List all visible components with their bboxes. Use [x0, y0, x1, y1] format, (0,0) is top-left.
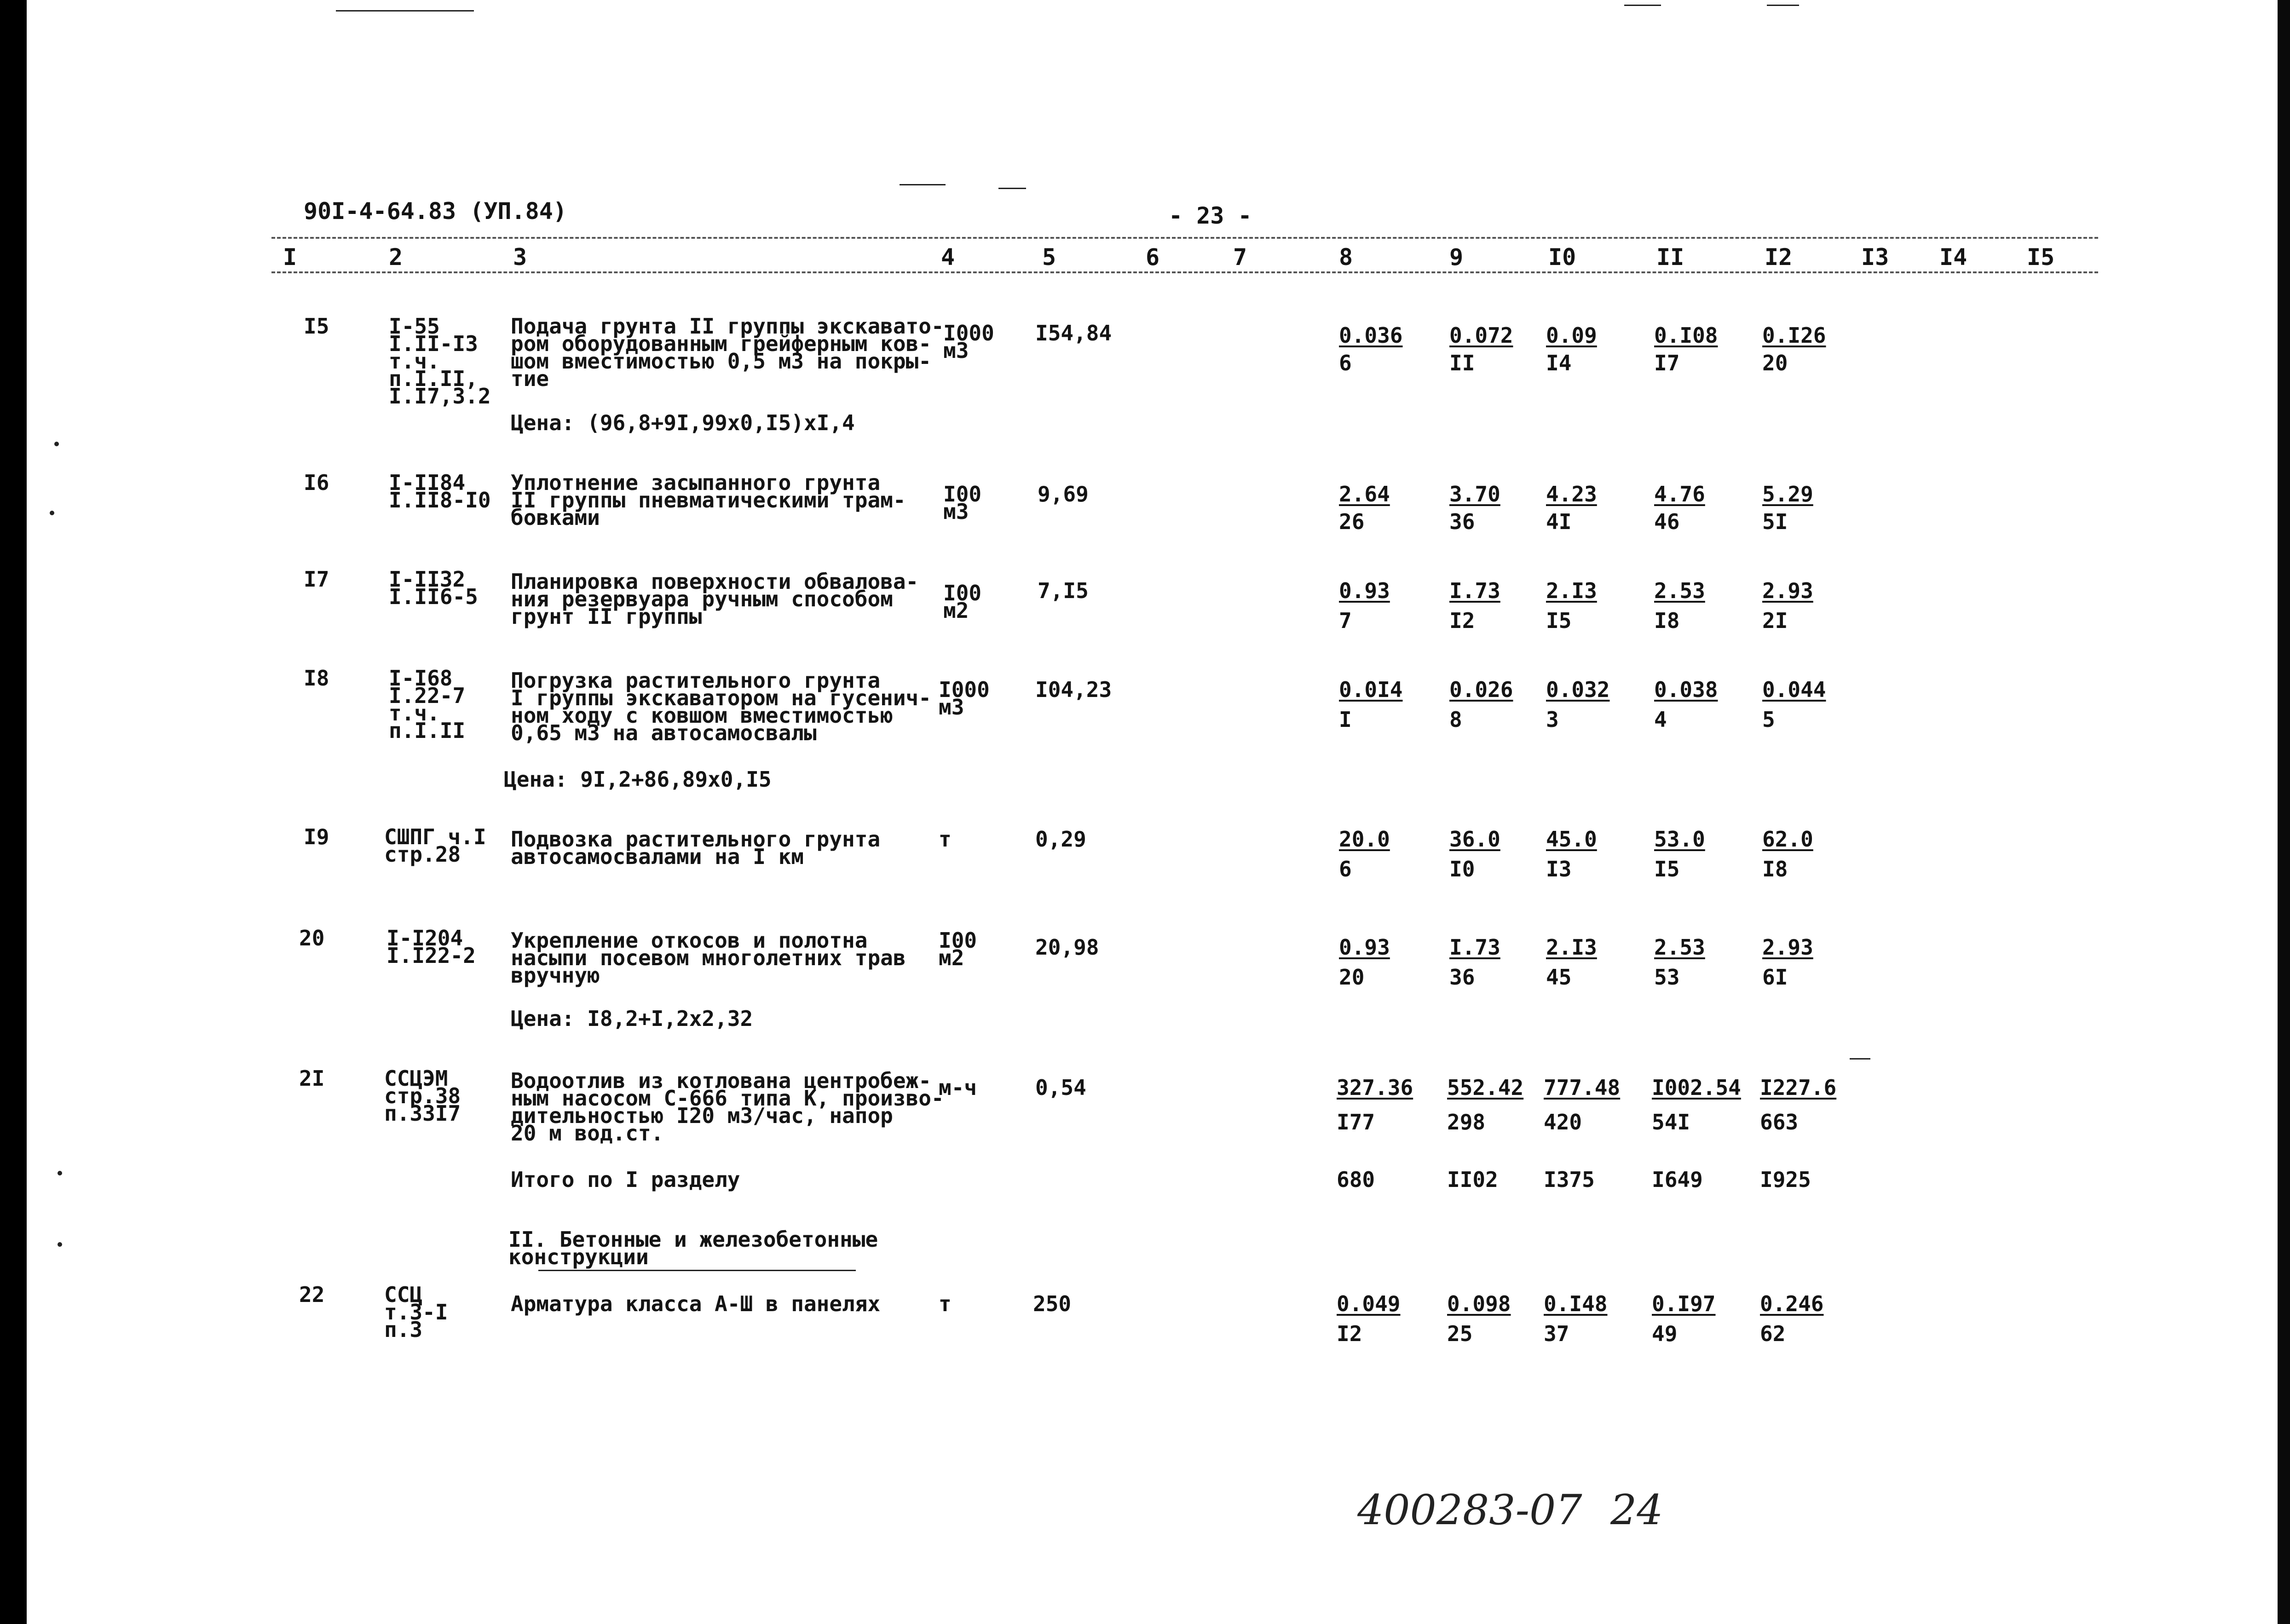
column-header: 7 — [1233, 244, 1247, 271]
value-bottom: 3 — [1546, 707, 1559, 732]
column-header: 8 — [1339, 244, 1353, 271]
document-code: 90I-4-64.83 (УП.84) — [304, 198, 567, 225]
row-reference: ССЦЭМ стр.38 п.33I7 — [384, 1066, 461, 1126]
scan-left-border — [0, 0, 27, 1624]
value-top: 0.044 — [1762, 677, 1826, 702]
value-top: 0.032 — [1546, 677, 1610, 702]
row-unit: I000 м3 — [939, 677, 990, 720]
row-description: Арматура класса А-Ш в панелях — [511, 1291, 881, 1316]
row-unit: I000 м3 — [943, 321, 994, 363]
value-bottom: 298 — [1447, 1110, 1486, 1134]
value-bottom: 20 — [1762, 351, 1788, 375]
scan-speck — [58, 1242, 62, 1247]
value-top: 0.036 — [1339, 323, 1403, 348]
value-bottom: 25 — [1447, 1321, 1473, 1346]
value-top: 36.0 — [1449, 827, 1500, 852]
value-bottom: 7 — [1339, 608, 1352, 633]
handwritten-sheet-number: 24 — [1610, 1486, 1663, 1534]
value-bottom: 6 — [1339, 857, 1352, 881]
value-top: 0.049 — [1337, 1291, 1401, 1316]
value-top: 2.53 — [1654, 935, 1705, 960]
value-bottom: 46 — [1654, 509, 1680, 534]
row-unit: I00 м2 — [943, 581, 982, 623]
column-header: I0 — [1548, 244, 1576, 271]
value-bottom: I3 — [1546, 857, 1572, 881]
row-number: I5 — [304, 314, 329, 339]
row-price-note: Цена: I8,2+I,2х2,32 — [511, 1006, 753, 1031]
value-top: 0.I48 — [1544, 1291, 1608, 1316]
row-description: Укрепление откосов и полотна насыпи посевом многолетних трав вручную — [511, 928, 906, 988]
row-unit: м-ч — [939, 1075, 977, 1100]
column-header: I2 — [1765, 244, 1793, 271]
value-bottom: II — [1449, 351, 1475, 375]
value-top: 45.0 — [1546, 827, 1597, 852]
row-number: 20 — [299, 926, 325, 950]
value-bottom: 45 — [1546, 965, 1572, 990]
total-value: I649 — [1652, 1167, 1703, 1192]
value-top: 5.29 — [1762, 482, 1813, 507]
row-description: Подача грунта II группы экскавато- ром оборудованным грейферным ков- шом вместимостью 0,5 м3 на покры- тие — [511, 314, 944, 391]
value-bottom: 420 — [1544, 1110, 1582, 1134]
row-number: I7 — [304, 567, 329, 592]
scan-mark — [1624, 5, 1661, 6]
value-bottom: I8 — [1762, 857, 1788, 881]
value-top: 0.93 — [1339, 578, 1390, 603]
value-top: 327.36 — [1337, 1075, 1413, 1100]
value-top: 552.42 — [1447, 1075, 1524, 1100]
value-top: 0.246 — [1760, 1291, 1824, 1316]
column-header: 4 — [941, 244, 955, 271]
row-quantity: 0,54 — [1035, 1075, 1086, 1100]
value-top: I.73 — [1449, 935, 1500, 960]
total-value: I925 — [1760, 1167, 1811, 1192]
value-top: 0.072 — [1449, 323, 1513, 348]
value-bottom: 663 — [1760, 1110, 1799, 1134]
value-top: 53.0 — [1654, 827, 1705, 852]
row-description: Подвозка растительного грунта автосамосвалами на I км — [511, 827, 881, 869]
row-number: I6 — [304, 470, 329, 495]
row-unit: т — [939, 827, 952, 852]
row-reference: I-I68 I.22-7 т.ч. п.I.II — [389, 666, 466, 743]
value-top: 0.026 — [1449, 677, 1513, 702]
value-top: 0.0I4 — [1339, 677, 1403, 702]
page-number: - 23 - — [1169, 202, 1252, 229]
column-header: 9 — [1449, 244, 1464, 271]
row-reference: СШПГ ч.I стр.28 — [384, 824, 486, 867]
scan-mark — [1767, 5, 1799, 6]
row-description: Водоотлив из котлована центробеж- ным насосом С-666 типа К, произво- дительностью I20 м3/час, напор 20 м вод.ст. — [511, 1068, 944, 1146]
handwritten-archive-number: 400283-07 — [1357, 1486, 1582, 1534]
row-unit: т — [939, 1291, 952, 1316]
value-top: 777.48 — [1544, 1075, 1621, 1100]
row-description: Погрузка растительного грунта I группы экскаватором на гусенич- ном ходу с ковшом вместимостью 0,65 м3 на автосамосвалы — [511, 668, 931, 745]
column-header: I3 — [1861, 244, 1889, 271]
value-top: 0.I08 — [1654, 323, 1718, 348]
row-number: I9 — [304, 824, 329, 849]
value-top: 2.64 — [1339, 482, 1390, 507]
value-top: I.73 — [1449, 578, 1500, 603]
value-bottom: 2I — [1762, 608, 1788, 633]
value-bottom: I8 — [1654, 608, 1680, 633]
column-header: 5 — [1042, 244, 1056, 271]
value-bottom: 5 — [1762, 707, 1775, 732]
value-top: 2.93 — [1762, 935, 1813, 960]
column-header: 3 — [513, 244, 527, 271]
column-header: II — [1656, 244, 1684, 271]
value-top: 0.I97 — [1652, 1291, 1716, 1316]
section-title: II. Бетонные и железобетонные конструкции — [508, 1227, 878, 1269]
row-unit: I00 м3 — [943, 482, 982, 524]
value-bottom: 6I — [1762, 965, 1788, 990]
scan-speck — [58, 1171, 62, 1175]
value-bottom: 4I — [1546, 509, 1572, 534]
column-header: 2 — [389, 244, 403, 271]
value-top: I227.6 — [1760, 1075, 1837, 1100]
row-reference: ССЦ т.3-I п.3 — [384, 1282, 448, 1342]
value-top: 4.23 — [1546, 482, 1597, 507]
row-reference: I-I204 I.I22-2 — [386, 926, 476, 968]
column-header: I5 — [2027, 244, 2055, 271]
total-value: II02 — [1447, 1167, 1498, 1192]
value-bottom: I77 — [1337, 1110, 1375, 1134]
row-number: 2I — [299, 1066, 325, 1091]
value-top: 0.09 — [1546, 323, 1597, 348]
value-bottom: I5 — [1654, 857, 1680, 881]
value-bottom: 6 — [1339, 351, 1352, 375]
row-quantity: 9,69 — [1038, 482, 1089, 507]
value-bottom: I7 — [1654, 351, 1680, 375]
value-top: I002.54 — [1652, 1075, 1741, 1100]
row-number: 22 — [299, 1282, 325, 1307]
value-bottom: I — [1339, 707, 1352, 732]
column-header-bottom-rule — [271, 271, 2098, 273]
total-value: I375 — [1544, 1167, 1595, 1192]
header-mark — [900, 184, 946, 185]
row-quantity: I04,23 — [1035, 677, 1112, 702]
value-bottom: I0 — [1449, 857, 1475, 881]
row-price-note: Цена: (96,8+9I,99х0,I5)хI,4 — [511, 410, 855, 435]
value-bottom: 36 — [1449, 509, 1475, 534]
total-label: Итого по I разделу — [511, 1167, 740, 1192]
value-top: 2.I3 — [1546, 578, 1597, 603]
scan-speck — [54, 442, 59, 446]
row-number: I8 — [304, 666, 329, 691]
row-quantity: 0,29 — [1035, 827, 1086, 852]
row-reference: I-II84 I.II8-I0 — [389, 470, 491, 513]
value-bottom: 37 — [1544, 1321, 1569, 1346]
value-top: 2.53 — [1654, 578, 1705, 603]
row-reference: I-II32 I.II6-5 — [389, 567, 478, 609]
value-bottom: 5I — [1762, 509, 1788, 534]
value-top: 3.70 — [1449, 482, 1500, 507]
value-top: 0.038 — [1654, 677, 1718, 702]
row-description: Планировка поверхности обвалова- ния резервуара ручным способом грунт II группы — [511, 569, 919, 629]
row-price-note: Цена: 9I,2+86,89х0,I5 — [504, 767, 772, 792]
value-top: 4.76 — [1654, 482, 1705, 507]
row-quantity: I54,84 — [1035, 321, 1112, 346]
value-bottom: 53 — [1654, 965, 1680, 990]
value-top: 2.I3 — [1546, 935, 1597, 960]
row-unit: I00 м2 — [939, 928, 977, 970]
total-value: 680 — [1337, 1167, 1375, 1192]
header-mark — [998, 188, 1026, 189]
value-bottom: 49 — [1652, 1321, 1678, 1346]
value-bottom: 8 — [1449, 707, 1462, 732]
value-bottom: I5 — [1546, 608, 1572, 633]
value-bottom: I2 — [1449, 608, 1475, 633]
row-quantity: 250 — [1033, 1291, 1072, 1316]
scan-right-border — [2278, 0, 2290, 1624]
column-header-top-rule — [271, 237, 2098, 239]
column-header: I4 — [1939, 244, 1967, 271]
value-bottom: I4 — [1546, 351, 1572, 375]
value-top: 0.098 — [1447, 1291, 1511, 1316]
value-bottom: 62 — [1760, 1321, 1786, 1346]
value-top: 0.I26 — [1762, 323, 1826, 348]
value-bottom: 20 — [1339, 965, 1365, 990]
value-bottom: I2 — [1337, 1321, 1362, 1346]
value-bottom: 26 — [1339, 509, 1365, 534]
value-top: 0.93 — [1339, 935, 1390, 960]
row-quantity: 20,98 — [1035, 935, 1099, 960]
value-bottom: 54I — [1652, 1110, 1690, 1134]
row-quantity: 7,I5 — [1038, 578, 1089, 603]
scan-speck — [50, 511, 54, 515]
column-header: 6 — [1146, 244, 1160, 271]
scan-mark — [1850, 1058, 1870, 1060]
scan-mark — [336, 10, 474, 12]
value-top: 62.0 — [1762, 827, 1813, 852]
value-top: 20.0 — [1339, 827, 1390, 852]
row-reference: I-55 I.II-I3 т.ч. п.I.II, I.I7,3.2 — [389, 314, 491, 409]
section-title-underline — [538, 1270, 856, 1271]
value-top: 2.93 — [1762, 578, 1813, 603]
value-bottom: 4 — [1654, 707, 1667, 732]
row-description: Уплотнение засыпанного грунта II группы пневматическими трам- бовками — [511, 470, 906, 530]
value-bottom: 36 — [1449, 965, 1475, 990]
column-header: I — [283, 244, 297, 271]
